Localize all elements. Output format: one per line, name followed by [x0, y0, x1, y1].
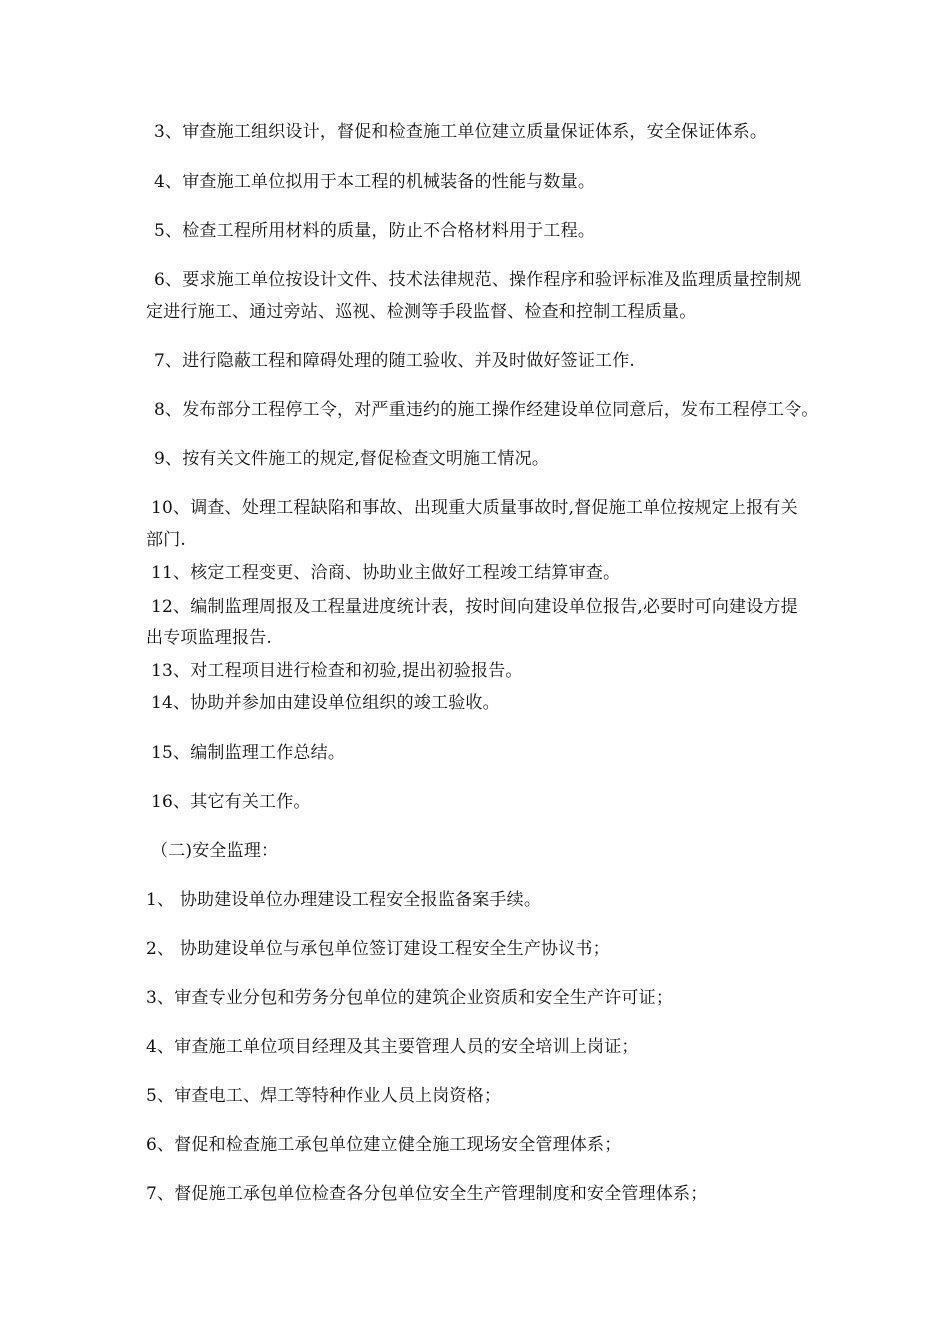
- quality-item-14: 14、协助并参加由建设单位组织的竣工验收。: [151, 693, 500, 713]
- safety-item-7: 7、督促施工承包单位检查各分包单位安全生产管理制度和安全管理体系；: [146, 1184, 708, 1204]
- safety-item-5: 5、审查电工、焊工等特种作业人员上岗资格；: [146, 1086, 502, 1106]
- quality-item-9: 9、按有关文件施工的规定,督促检查文明施工情况。: [154, 449, 550, 469]
- quality-item-7: 7、进行隐蔽工程和障碍处理的随工验收、并及时做好签证工作.: [154, 351, 636, 371]
- safety-item-2: 2、 协助建设单位与承包单位签订建设工程安全生产协议书；: [146, 939, 610, 959]
- quality-item-10-continued: 部门.: [146, 530, 187, 550]
- quality-item-6-continued: 定进行施工、通过旁站、巡视、检测等手段监督、检查和控制工程质量。: [146, 302, 697, 322]
- safety-item-3: 3、审查专业分包和劳务分包单位的建筑企业资质和安全生产许可证；: [146, 988, 674, 1008]
- quality-item-4: 4、审查施工单位拟用于本工程的机械装备的性能与数量。: [154, 172, 596, 192]
- quality-item-15: 15、编制监理工作总结。: [151, 743, 346, 763]
- quality-item-12: 12、编制监理周报及工程量进度统计表，按时间向建设单位报告,必要时可向建设方提: [151, 597, 798, 617]
- quality-item-12-continued: 出专项监理报告.: [146, 628, 273, 648]
- section-heading-safety: （二)安全监理：: [151, 841, 279, 861]
- safety-item-4: 4、审查施工单位项目经理及其主要管理人员的安全培训上岗证；: [146, 1037, 639, 1057]
- quality-item-10: 10、调查、处理工程缺陷和事故、出现重大质量事故时,督促施工单位按规定上报有关: [151, 498, 798, 518]
- quality-item-3: 3、审查施工组织设计，督促和检查施工单位建立质量保证体系，安全保证体系。: [154, 122, 768, 142]
- safety-item-6: 6、督促和检查施工承包单位建立健全施工现场安全管理体系；: [146, 1135, 622, 1155]
- quality-item-16: 16、其它有关工作。: [151, 792, 311, 812]
- quality-item-11: 11、核定工程变更、洽商、协助业主做好工程竣工结算审查。: [151, 563, 621, 583]
- safety-item-1: 1、 协助建设单位办理建设工程安全报监备案手续。: [146, 890, 542, 910]
- quality-item-6: 6、要求施工单位按设计文件、技术法律规范、操作程序和验评标准及监理质量控制规: [154, 270, 802, 290]
- quality-item-5: 5、检查工程所用材料的质量，防止不合格材料用于工程。: [154, 221, 596, 241]
- quality-item-8: 8、发布部分工程停工令，对严重违约的施工操作经建设单位同意后，发布工程停工令。: [154, 400, 819, 420]
- quality-item-13: 13、对工程项目进行检查和初验,提出初验报告。: [151, 661, 523, 681]
